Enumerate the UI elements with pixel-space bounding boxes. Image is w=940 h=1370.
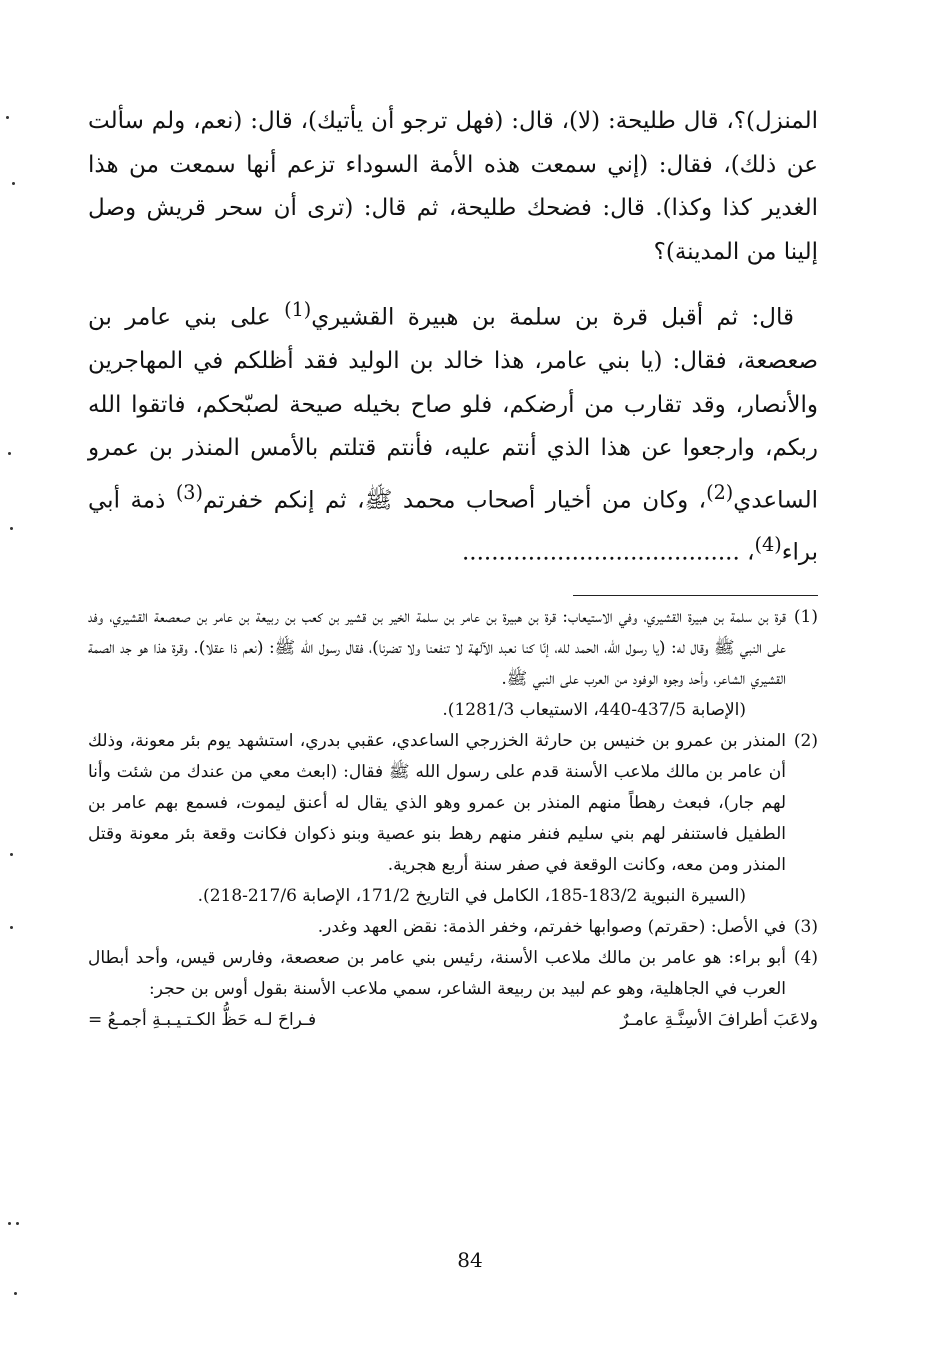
scan-speck [6,116,9,119]
paragraph-1: المنزل)؟، قال طليحة: (لا)، قال: (فهل ترجو أن يأتيك)، قال: (نعم، ولم سألت عن ذلك)، فقال: (إني سمعت هذه الأمة السوداء تزعم أنها سمعت من هذا الغدير كذا وكذا). قال: فضحك طليحة، ثم قال: (ترى أن سحر قريش وصل إلينا من المدينة)؟ [88,108,818,265]
footnote-ref-1[interactable]: (1) [284,298,312,321]
footnote-ref-4[interactable]: (4) [754,532,782,556]
footnote-4 [88,943,818,1005]
poetry-verse [88,1005,818,1036]
verse-second-hemistich: فـراحَ لـه حَظُّ الكـتـيـبـةِ أجمـعُ = [88,1009,317,1030]
paragraph-2-part-b: على بني عامر بن صعصعة، فقال: (يا بني عامر، هذا خالد بن الوليد فقد أظلكم في المهاجرين والأنصار، وقد تقارب من أرضكم، فلو صاح بخيله صيحة لصبّحكم، فاتقوا الله ربكم، وارجعوا عن هذا الذي أنتم عليه، فأنتم قتلتم بالأمس المنذر بن عمرو الساعدي [88,304,818,514]
footnote-4-text: أبو براء: هو عامر بن مالك ملاعب الأسنة، رئيس بني عامر بن صعصعة، وفارس قيس، وأحد أبطال العرب في الجاهلية، وهو عم لبيد بن ربيعة الشاعر، سمي ملاعب الأسنة بقول أوس بن حجر: [88,947,786,999]
footnote-1-number: (1) [793,606,818,627]
book-page [88,100,818,1036]
footnote-2-text: المنذر بن عمرو بن خنيس بن حارثة الخزرجي الساعدي، عقبي بدري، استشهد يوم بئر معونة، وذلك أن عامر بن مالك ملاعب الأسنة قدم على رسول الله ﷺ فقال: (ابعث معي من عندك من شئت وأنا لهم جار)، فبعث رهطاً منهم المنذر بن عمرو وهو الذي يقال له أعنق ليموت، فسمع بهم عامر بن الطفيل فاستنفر لهم بني سليم فنفر منهم رهط بنو عصية وبنو ذكوان فكانت وقعة بئر معونة وقتل المنذر ومن معه، وكانت الوقعة في صفر سنة أربع هجرية. [88,730,786,875]
footnote-ref-2[interactable]: (2) [706,480,734,504]
footnote-1-source: (الإصابة 437/5-440، الاستيعاب 1281/3). [442,699,746,720]
paragraph-2 [88,288,818,575]
footnote-2-source: (السيرة النبوية 183/2-185، الكامل في التاريخ 171/2، الإصابة 217/6-218). [197,885,746,906]
footnote-3 [88,912,818,943]
verse-first-hemistich: ولاعَبَ أطرافَ الأسِنَّـةِ عامـرٌ [620,1009,818,1030]
footnote-4-number: (4) [793,947,818,968]
footnote-ref-3[interactable]: (3) [175,480,203,504]
footnote-separator [573,595,818,596]
page-number: 84 [457,1248,483,1272]
paragraph-2-part-e: ، [739,539,755,566]
paragraph-2-part-d: ذمة أبي براء [88,487,818,566]
footnote-1 [88,602,818,726]
footnote-2-number: (2) [793,730,818,751]
scan-speck [8,1222,11,1225]
scan-speck [12,182,15,185]
paragraph-2-part-a: قال: ثم أقبل قرة بن سلمة بن هبيرة القشيري [311,304,795,331]
scan-speck [14,1292,17,1295]
footnote-3-text: في الأصل: (حقرتم) وصوابها خفرتم، وخفر الذمة: نقض العهد وغدر. [317,916,786,937]
main-text [88,100,818,575]
footnote-1-text: قرة بن سلمة بن هبيرة القشيري، وفي الاستيعاب: قرة بن هبيرة بن عامر بن سلمة الخير بن قشير بن كعب بن ربيعة بن عامر بن صعصعة القشيري، وفد على النبي ﷺ وقال له: (يا رسول الله، الحمد لله، إنّا كنا نعبد الآلهة لا تنفعنا ولا تضرنا)، فقال رسول الله ﷺ: (نعم ذا عقلا). وقرة هذا هو جد الصمة القشيري الشاعر، وأحد وجوه الوفود من العرب على النبي ﷺ. [88,606,786,689]
footnotes [88,602,818,1036]
footnote-2 [88,726,818,912]
scan-speck [8,452,11,455]
scan-speck [10,527,13,530]
ellipsis-dots: ...................................... [461,539,740,566]
paragraph-2-part-c: ، وكان من أخيار أصحاب محمد ﷺ، ثم إنكم خفرتم [202,487,707,514]
scan-speck [10,853,13,856]
scan-speck [16,1222,19,1225]
scan-speck [10,926,13,929]
footnote-3-number: (3) [793,916,818,937]
